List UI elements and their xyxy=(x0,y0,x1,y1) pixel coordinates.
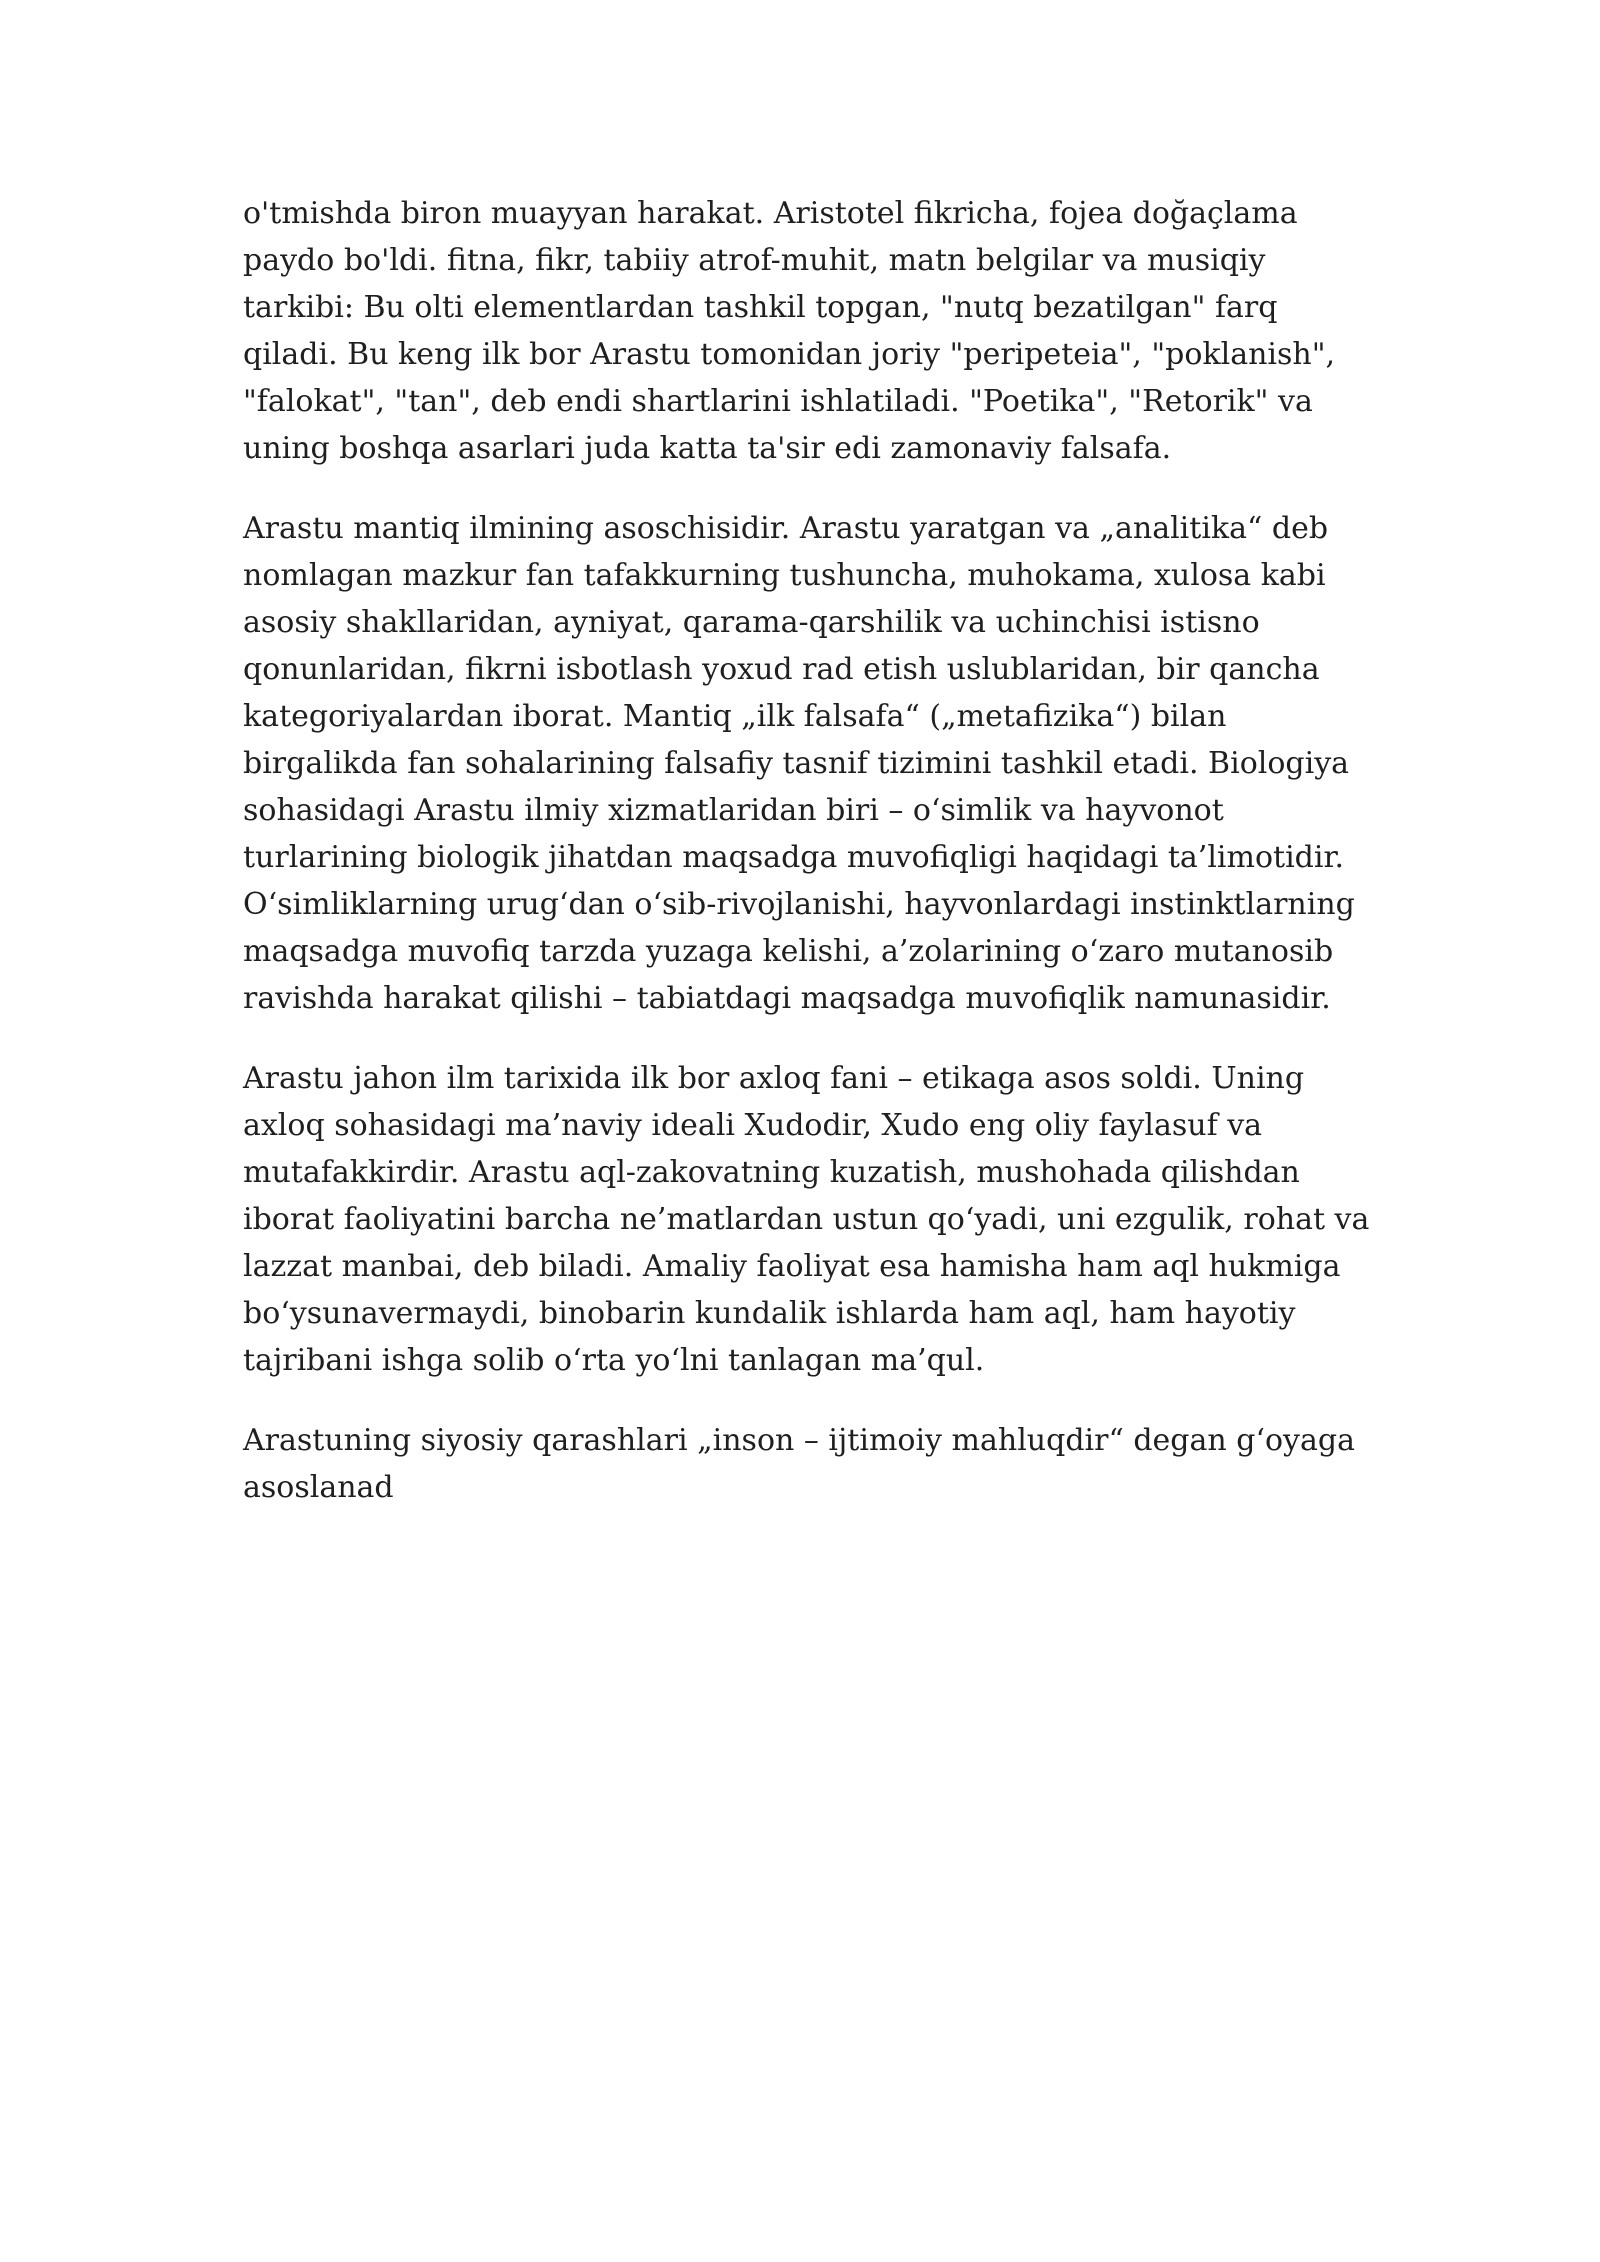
paragraph-2: Arastu mantiq ilmining asoschisidir. Arastu yaratgan va „analitika“ deb nomlagan mazkur fan tafakkurning tushuncha, muhokama, xulosa kabi asosiy shakllaridan, ayniyat, qarama-qarshilik va uchinchisi istisno qonunlaridan, fikrni isbotlash yoxud rad etish uslublaridan, bir qancha kategoriyalardan iborat. Mantiq „ilk falsafa“ („metafizika“) bilan birgalikda fan sohalarining falsafiy tasnif tizimini tashkil etadi. Biologiya sohasidagi Arastu ilmiy xizmatlaridan biri – o‘simlik va hayvonot turlarining biologik jihatdan maqsadga muvofiqligi haqidagi ta’limotidir. O‘simliklarning urug‘dan o‘sib-rivojlanishi, hayvonlardagi instinktlarning maqsadga muvofiq tarzda yuzaga kelishi, a’zolarining o‘zaro mutanosib ravishda harakat qilishi – tabiatdagi maqsadga muvofiqlik namunasidir. xyxy=(243,511,1355,1016)
paragraph-1: o'tmishda biron muayyan harakat. Aristotel fikricha, fojea doğaçlama paydo bo'ldi. fitna, fikr, tabiiy atrof-muhit, matn belgilar va musiqiy tarkibi: Bu olti elementlardan tashkil topgan, "nutq bezatilgan" farq qiladi. Bu keng ilk bor Arastu tomonidan joriy "peripeteia", "poklanish", "falokat", "tan", deb endi shartlarini ishlatiladi. "Poetika", "Retorik" va uning boshqa asarlari juda katta ta'sir edi zamonaviy falsafa. xyxy=(243,196,1336,466)
paragraph-4: Arastuning siyosiy qarashlari „inson – ijtimoiy mahluqdir“ degan g‘oyaga asoslanad xyxy=(243,1423,1355,1505)
paragraph-3: Arastu jahon ilm tarixida ilk bor axloq fani – etikaga asos soldi. Uning axloq sohasidagi ma’naviy ideali Xudodir, Xudo eng oliy faylasuf va mutafakkirdir. Arastu aql-zakovatning kuzatish, mushohada qilishdan iborat faoliyatini barcha ne’matlardan ustun qo‘yadi, uni ezgulik, rohat va lazzat manbai, deb biladi. Amaliy faoliyat esa hamisha ham aql hukmiga bo‘ysunavermaydi, binobarin kundalik ishlarda ham aql, ham hayotiy tajribani ishga solib o‘rta yo‘lni tanlagan ma’qul. xyxy=(243,1061,1370,1378)
document-body xyxy=(243,190,1373,1544)
